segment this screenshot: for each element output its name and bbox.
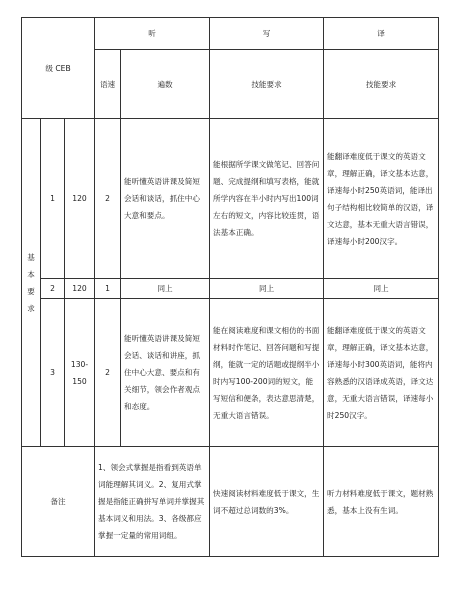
translation-skill-cell: 能翻译难度低于课文的英语文章，理解正确，译文基本达意，译速每小时250英语词，能译出句子结构相比较简单的汉语，译文达意，基本无重大语言错误，译速每小时200汉字。	[324, 119, 439, 279]
level-cell: 2	[41, 279, 65, 299]
table-row	[22, 299, 439, 447]
table-row	[22, 279, 439, 299]
section-label	[22, 119, 41, 447]
translation-skill-cell: 能翻译难度低于课文的英语文章，理解正确，译文基本达意，译速每小时300英语词，能将内容熟悉的汉语译成英语，译文达意，无重大语言错误，译速每小时250汉字。	[324, 299, 439, 447]
requirements-table	[21, 17, 439, 557]
level-cell: 1	[41, 119, 65, 279]
corner-header: 级 CEB	[22, 18, 95, 119]
writing-skill-cell: 能在阅读难度和课文相仿的书面材料时作笔记、回答问题和写提纲，能就一定的话题或提纲半小时内写100-200词的短文，能写短信和便条，表达意思清楚，无重大语言错误。	[210, 299, 324, 447]
listening-skill-cell: 能听懂英语讲课及简短会话、谈话和讲座，抓住中心大意、要点和有关细节，领会作者观点和态度。	[121, 299, 210, 447]
skill-header-listening: 技能要求	[210, 50, 324, 119]
notes-row	[22, 447, 439, 557]
times-cell: 2	[95, 119, 121, 279]
notes-vocabulary: 1、领会式掌握是指看到英语单词能理解其词义。2、复用式掌握是指能正确拼写单词并掌握其基本词义和用法。3、各级都应掌握一定量的常用词组。	[95, 447, 210, 557]
listening-skill-cell: 能听懂英语讲课及简短会话和谈话，抓住中心大意和要点。	[121, 119, 210, 279]
listening-header: 听	[95, 18, 210, 50]
writing-skill-cell: 同上	[210, 279, 324, 299]
section-label-char: 要	[27, 286, 35, 296]
translation-header: 译	[324, 18, 439, 50]
speed-cell: 130-150	[65, 299, 95, 447]
speed-cell: 120	[65, 119, 95, 279]
table-row	[22, 119, 439, 279]
level-cell: 3	[41, 299, 65, 447]
writing-skill-cell: 能根据所学课文做笔记、回答问题、完成提纲和填写表格，能就所学内容在半小时内写出100词左右的短文，内容比较连贯，语法基本正确。	[210, 119, 324, 279]
times-cell: 2	[95, 299, 121, 447]
section-label-char: 求	[27, 303, 35, 313]
notes-label: 备注	[22, 447, 95, 557]
translation-skill-cell: 同上	[324, 279, 439, 299]
notes-listening: 听力材料难度低于课文，题材熟悉，基本上没有生词。	[324, 447, 439, 557]
times-header: 遍数	[121, 50, 210, 119]
notes-reading: 快速阅读材料难度低于课文，生词不超过总词数的3%。	[210, 447, 324, 557]
speed-cell: 120	[65, 279, 95, 299]
section-label-char: 基	[27, 252, 35, 262]
section-label-char: 本	[27, 269, 35, 279]
times-cell: 1	[95, 279, 121, 299]
writing-header: 写	[210, 18, 324, 50]
speed-header: 语速	[95, 50, 121, 119]
skill-header-writing: 技能要求	[324, 50, 439, 119]
listening-skill-cell: 同上	[121, 279, 210, 299]
